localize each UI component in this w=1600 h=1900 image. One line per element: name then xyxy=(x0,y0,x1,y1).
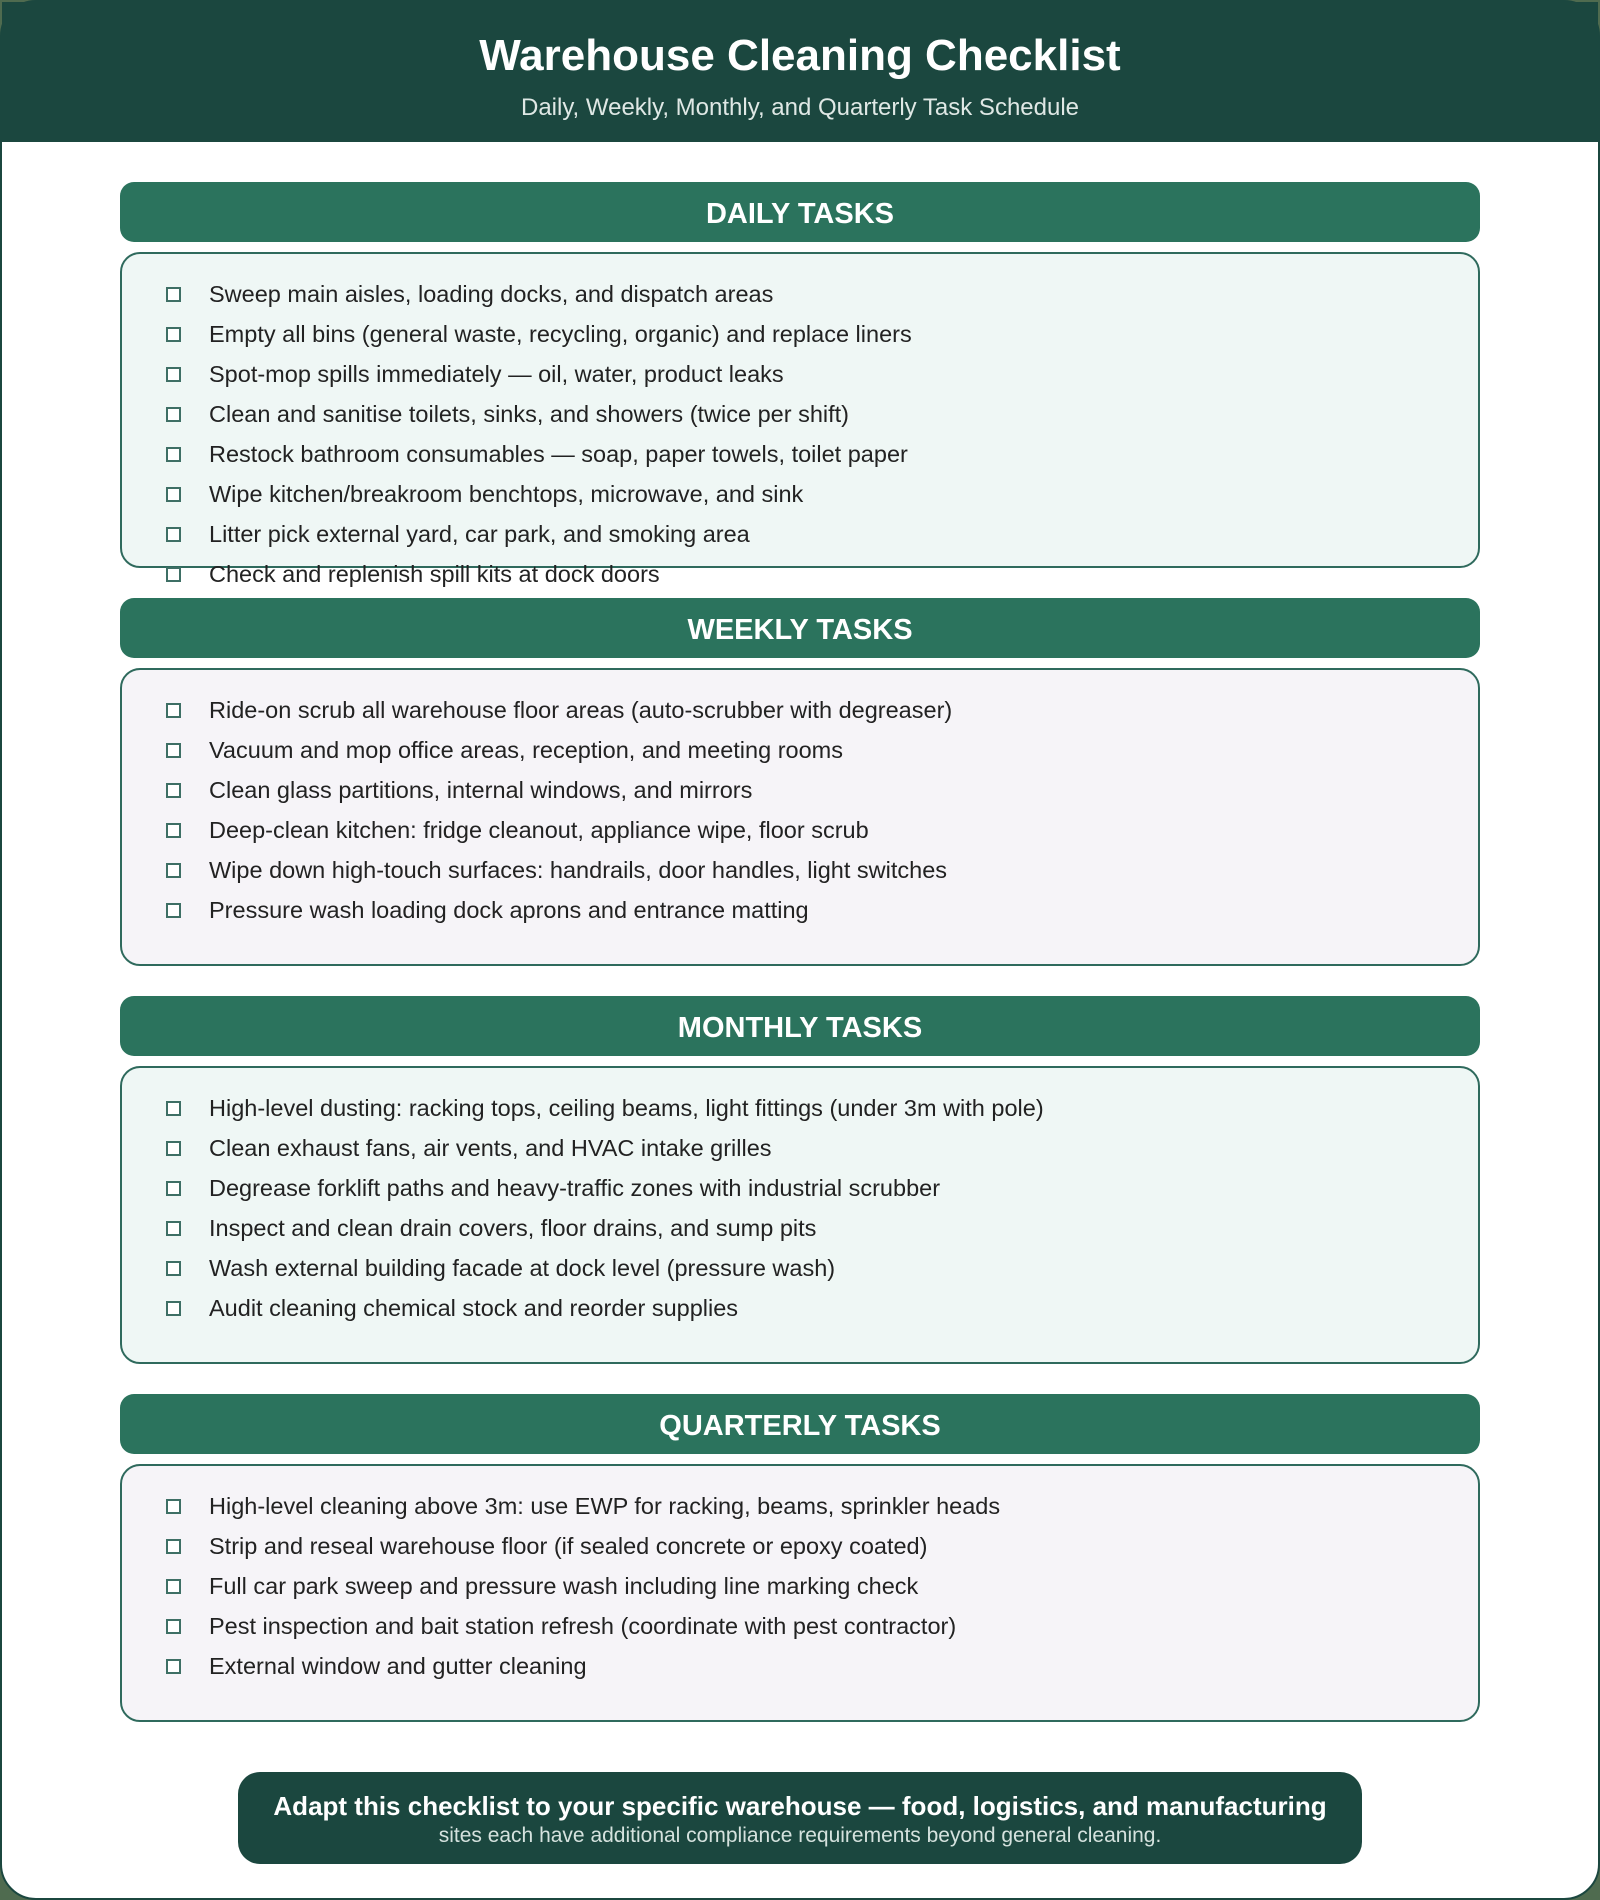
section-monthly xyxy=(120,996,1480,1364)
task-item xyxy=(122,474,1478,514)
checkbox-icon[interactable] xyxy=(166,1659,181,1674)
task-label: Vacuum and mop office areas, reception, and meeting rooms xyxy=(209,736,843,763)
task-label: Sweep main aisles, loading docks, and dispatch areas xyxy=(209,280,774,307)
footer-note-line1: Adapt this checklist to your specific warehouse — food, logistics, and manufacturing xyxy=(273,1791,1327,1821)
task-item xyxy=(122,554,1478,594)
checkbox-icon[interactable] xyxy=(166,1301,181,1316)
task-item xyxy=(122,514,1478,554)
checkbox-icon[interactable] xyxy=(166,783,181,798)
task-item xyxy=(122,1128,1478,1168)
task-item xyxy=(122,274,1478,314)
task-item xyxy=(122,1566,1478,1606)
task-list-quarterly xyxy=(120,1464,1480,1722)
task-item xyxy=(122,1486,1478,1526)
task-label: Deep-clean kitchen: fridge cleanout, appliance wipe, floor scrub xyxy=(209,816,869,843)
task-item xyxy=(122,1168,1478,1208)
checkbox-icon[interactable] xyxy=(166,1141,181,1156)
task-label: Clean exhaust fans, air vents, and HVAC intake grilles xyxy=(209,1134,772,1161)
task-label: Ride-on scrub all warehouse floor areas (auto-scrubber with degreaser) xyxy=(209,696,953,723)
checkbox-icon[interactable] xyxy=(166,1261,181,1276)
checkbox-icon[interactable] xyxy=(166,1181,181,1196)
task-label: Wipe kitchen/breakroom benchtops, microwave, and sink xyxy=(209,480,804,507)
checkbox-icon[interactable] xyxy=(166,703,181,718)
checkbox-icon[interactable] xyxy=(166,743,181,758)
task-item xyxy=(122,1208,1478,1248)
task-label: External window and gutter cleaning xyxy=(209,1652,587,1679)
task-label: High-level cleaning above 3m: use EWP for racking, beams, sprinkler heads xyxy=(209,1492,1001,1519)
task-list-weekly xyxy=(120,668,1480,966)
task-item xyxy=(122,730,1478,770)
section-heading-weekly: WEEKLY TASKS xyxy=(120,598,1480,658)
section-quarterly xyxy=(120,1394,1480,1722)
task-label: Empty all bins (general waste, recycling, organic) and replace liners xyxy=(209,320,912,347)
task-item xyxy=(122,1606,1478,1646)
task-label: Litter pick external yard, car park, and smoking area xyxy=(209,520,750,547)
task-item xyxy=(122,1526,1478,1566)
checkbox-icon[interactable] xyxy=(166,527,181,542)
task-item xyxy=(122,434,1478,474)
task-label: Strip and reseal warehouse floor (if sealed concrete or epoxy coated) xyxy=(209,1532,928,1559)
task-label: Clean and sanitise toilets, sinks, and showers (twice per shift) xyxy=(209,400,850,427)
page-header xyxy=(2,2,1598,142)
task-item xyxy=(122,1248,1478,1288)
checkbox-icon[interactable] xyxy=(166,1221,181,1236)
checklist-content xyxy=(2,142,1598,1864)
task-item xyxy=(122,314,1478,354)
checkbox-icon[interactable] xyxy=(166,1579,181,1594)
task-label: Pest inspection and bait station refresh (coordinate with pest contractor) xyxy=(209,1612,957,1639)
task-label: Check and replenish spill kits at dock doors xyxy=(209,560,660,587)
page-subtitle: Daily, Weekly, Monthly, and Quarterly Task Schedule xyxy=(520,94,1080,121)
task-label: Restock bathroom consumables — soap, paper towels, toilet paper xyxy=(209,440,908,467)
task-item xyxy=(122,890,1478,930)
task-item xyxy=(122,1646,1478,1686)
checkbox-icon[interactable] xyxy=(166,823,181,838)
checkbox-icon[interactable] xyxy=(166,1101,181,1116)
task-item xyxy=(122,770,1478,810)
checkbox-icon[interactable] xyxy=(166,863,181,878)
section-heading-monthly: MONTHLY TASKS xyxy=(120,996,1480,1056)
task-label: Pressure wash loading dock aprons and entrance matting xyxy=(209,896,809,923)
task-item xyxy=(122,394,1478,434)
section-daily xyxy=(120,182,1480,587)
checkbox-icon[interactable] xyxy=(166,1619,181,1634)
checkbox-icon[interactable] xyxy=(166,367,181,382)
task-label: Wipe down high-touch surfaces: handrails, door handles, light switches xyxy=(209,856,948,883)
checkbox-icon[interactable] xyxy=(166,1499,181,1514)
checkbox-icon[interactable] xyxy=(166,1539,181,1554)
page-title: Warehouse Cleaning Checklist xyxy=(479,31,1121,80)
task-label: Wash external building facade at dock level (pressure wash) xyxy=(209,1254,836,1281)
task-item xyxy=(122,850,1478,890)
checkbox-icon[interactable] xyxy=(166,287,181,302)
checkbox-icon[interactable] xyxy=(166,407,181,422)
task-label: Inspect and clean drain covers, floor drains, and sump pits xyxy=(209,1214,817,1241)
task-item xyxy=(122,810,1478,850)
task-list-daily xyxy=(120,252,1480,587)
task-item xyxy=(122,354,1478,394)
section-weekly xyxy=(120,598,1480,966)
checkbox-icon[interactable] xyxy=(166,567,181,582)
task-item xyxy=(122,690,1478,730)
task-label: High-level dusting: racking tops, ceiling beams, light fittings (under 3m with pole) xyxy=(209,1094,1044,1121)
checkbox-icon[interactable] xyxy=(166,327,181,342)
task-label: Audit cleaning chemical stock and reorder supplies xyxy=(209,1294,739,1321)
checkbox-icon[interactable] xyxy=(166,487,181,502)
footer-note-line2: sites each have additional compliance requirements beyond general cleaning. xyxy=(438,1824,1162,1847)
checkbox-icon[interactable] xyxy=(166,903,181,918)
task-list-monthly xyxy=(120,1066,1480,1364)
footer-note xyxy=(238,1772,1362,1864)
checkbox-icon[interactable] xyxy=(166,447,181,462)
task-item xyxy=(122,1088,1478,1128)
task-label: Spot-mop spills immediately — oil, water, product leaks xyxy=(209,360,784,387)
task-label: Clean glass partitions, internal windows, and mirrors xyxy=(209,776,753,803)
task-item xyxy=(122,1288,1478,1328)
task-label: Full car park sweep and pressure wash including line marking check xyxy=(209,1572,919,1599)
section-heading-quarterly: QUARTERLY TASKS xyxy=(120,1394,1480,1454)
section-heading-daily: DAILY TASKS xyxy=(120,182,1480,242)
task-label: Degrease forklift paths and heavy-traffic zones with industrial scrubber xyxy=(209,1174,941,1201)
